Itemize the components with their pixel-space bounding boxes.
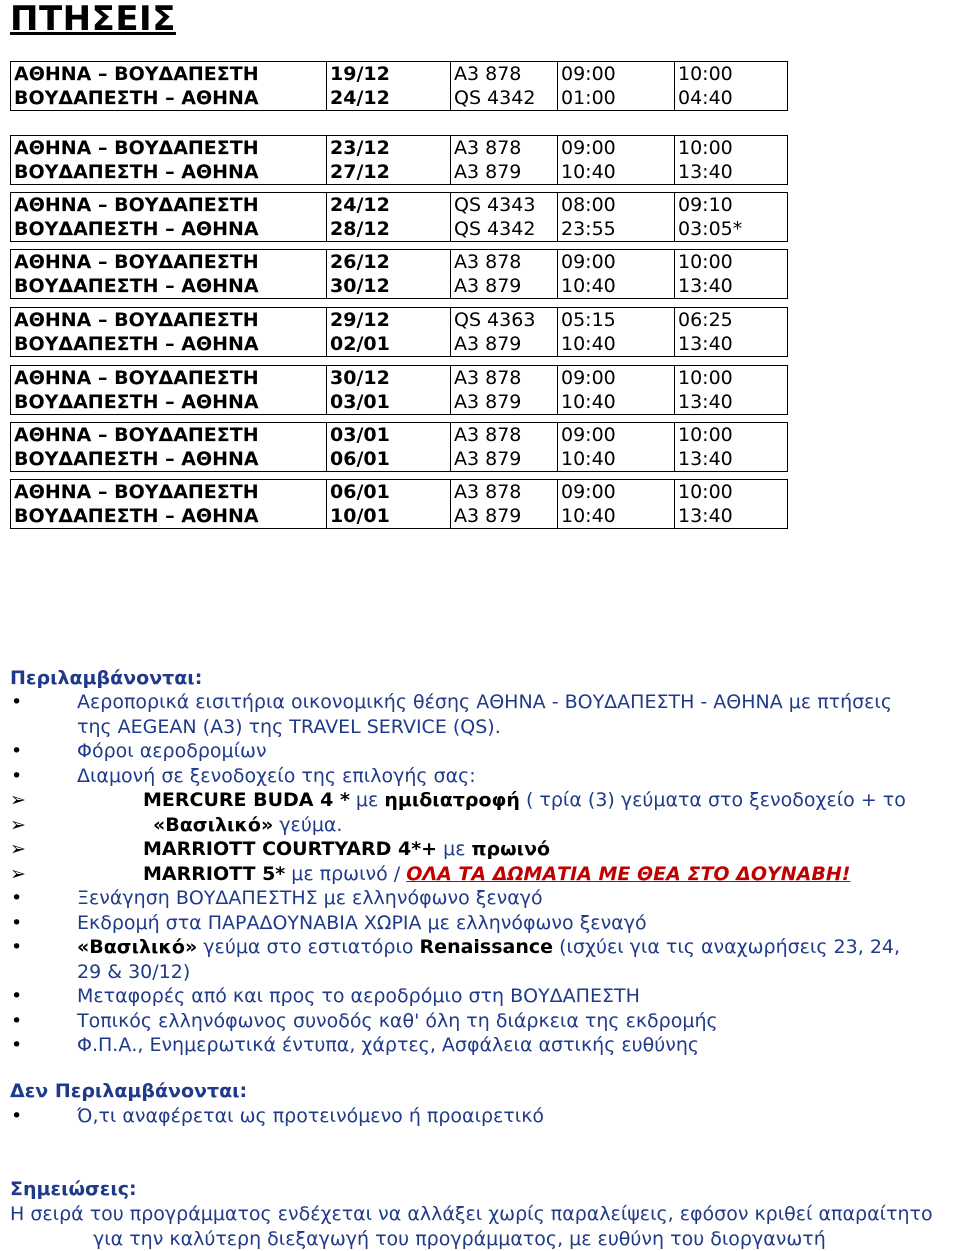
flight-arrival: 10:00	[675, 62, 788, 87]
flight-departure: 09:00	[558, 136, 675, 161]
table-row	[11, 390, 788, 415]
list-item: • Ό,τι αναφέρεται ως προτεινόμενο ή προαιρετικό	[0, 1104, 957, 1129]
flight-date: 10/01	[327, 504, 451, 529]
table-row	[11, 193, 788, 218]
table-row	[11, 504, 788, 529]
flight-arrival: 10:00	[675, 480, 788, 505]
flight-route: ΑΘΗΝΑ – ΒΟΥΔΑΠΕΣΤΗ	[11, 193, 327, 218]
flight-arrival: 10:00	[675, 250, 788, 275]
list-item: • «Βασιλικό» γεύμα στο εστιατόριο Renaissance (ισχύει για τις αναχωρήσεις 23, 24, 29 & 30/12)	[0, 935, 957, 984]
flight-departure: 10:40	[558, 504, 675, 529]
flight-departure: 10:40	[558, 390, 675, 415]
flight-date: 06/01	[327, 480, 451, 505]
flight-departure: 01:00	[558, 86, 675, 111]
table-row	[11, 480, 788, 505]
flight-departure: 10:40	[558, 447, 675, 472]
flight-route: ΒΟΥΔΑΠΕΣΤΗ – ΑΘΗΝΑ	[11, 447, 327, 472]
table-row	[11, 447, 788, 472]
table-row	[11, 332, 788, 357]
flight-date: 03/01	[327, 423, 451, 448]
table-row	[11, 86, 788, 111]
flight-arrival: 10:00	[675, 136, 788, 161]
flight-date: 02/01	[327, 332, 451, 357]
page-title: ΠΤΗΣΕΙΣ	[10, 0, 176, 39]
flight-departure: 08:00	[558, 193, 675, 218]
flight-route: ΒΟΥΔΑΠΕΣΤΗ – ΑΘΗΝΑ	[11, 332, 327, 357]
flight-arrival: 13:40	[675, 390, 788, 415]
flight-number: QS 4343	[451, 193, 558, 218]
table-row	[11, 308, 788, 333]
flight-number: A3 879	[451, 447, 558, 472]
flight-departure: 10:40	[558, 274, 675, 299]
list-item: • Μεταφορές από και προς το αεροδρόμιο στη ΒΟΥΔΑΠΕΣΤΗ	[0, 984, 957, 1009]
table-row	[11, 366, 788, 391]
flight-date: 06/01	[327, 447, 451, 472]
list-item: ➢ MARRIOTT COURTYARD 4*+ με πρωινό	[0, 837, 960, 862]
list-item: • Διαμονή σε ξενοδοχείο της επιλογής σας:	[0, 764, 957, 789]
notes-text: Η σειρά του προγράμματος ενδέχεται να αλλάξει χωρίς παραλείψεις, εφόσον κριθεί απαραίτητο για την καλύτερη διεξαγωγή του προγράμματος, με ευθύνη του διοργανωτή	[10, 1203, 933, 1250]
flight-number: A3 879	[451, 274, 558, 299]
not-included-heading: Δεν Περιλαμβάνονται:	[10, 1080, 248, 1102]
flight-route: ΒΟΥΔΑΠΕΣΤΗ – ΑΘΗΝΑ	[11, 160, 327, 185]
list-item: • Φ.Π.Α., Ενημερωτικά έντυπα, χάρτες, Ασφάλεια αστικής ευθύνης	[0, 1033, 957, 1058]
flight-departure: 09:00	[558, 250, 675, 275]
flight-arrival: 10:00	[675, 366, 788, 391]
flight-route: ΑΘΗΝΑ – ΒΟΥΔΑΠΕΣΤΗ	[11, 480, 327, 505]
flight-number: A3 879	[451, 390, 558, 415]
flight-arrival: 13:40	[675, 504, 788, 529]
flight-number: A3 878	[451, 366, 558, 391]
list-item: • Φόροι αεροδρομίων	[0, 739, 957, 764]
flight-arrival: 13:40	[675, 332, 788, 357]
flight-date: 24/12	[327, 86, 451, 111]
flight-number: A3 878	[451, 423, 558, 448]
flight-departure: 10:40	[558, 332, 675, 357]
flight-number: A3 878	[451, 250, 558, 275]
group-spacer	[11, 357, 788, 366]
table-row	[11, 217, 788, 242]
list-item: • Αεροπορικά εισιτήρια οικονομικής θέσης ΑΘΗΝΑ - ΒΟΥΔΑΠΕΣΤΗ - ΑΘΗΝΑ με πτήσεις της AEGEAN (A3) της TRAVEL SERVICE (QS).	[0, 690, 957, 739]
flight-arrival: 10:00	[675, 423, 788, 448]
flight-number: A3 878	[451, 62, 558, 87]
flight-date: 29/12	[327, 308, 451, 333]
group-spacer	[11, 242, 788, 250]
list-item: ➢ MARRIOTT 5* με πρωινό / ΟΛΑ ΤΑ ΔΩΜΑΤΙΑ ΜΕ ΘΕΑ ΣΤΟ ΔΟΥΝΑΒΗ!	[0, 862, 960, 887]
list-item: • Εκδρομή στα ΠΑΡΑΔΟΥΝΑΒΙΑ ΧΩΡΙΑ με ελληνόφωνο ξεναγό	[0, 911, 957, 936]
table-row	[11, 274, 788, 299]
not-included-list	[0, 1104, 957, 1129]
flight-departure: 09:00	[558, 366, 675, 391]
group-spacer	[11, 472, 788, 480]
flight-number: A3 879	[451, 332, 558, 357]
group-spacer	[11, 299, 788, 308]
danube-view-highlight: ΟΛΑ ΤΑ ΔΩΜΑΤΙΑ ΜΕ ΘΕΑ ΣΤΟ ΔΟΥΝΑΒΗ!	[406, 862, 851, 885]
table-row	[11, 423, 788, 448]
table-row	[11, 160, 788, 185]
flight-route: ΑΘΗΝΑ – ΒΟΥΔΑΠΕΣΤΗ	[11, 366, 327, 391]
flight-date: 26/12	[327, 250, 451, 275]
flight-number: A3 878	[451, 480, 558, 505]
flight-arrival: 13:40	[675, 160, 788, 185]
flight-number: QS 4363	[451, 308, 558, 333]
flight-arrival: 04:40	[675, 86, 788, 111]
table-row	[11, 250, 788, 275]
flight-number: QS 4342	[451, 86, 558, 111]
flight-date: 27/12	[327, 160, 451, 185]
table-row	[11, 136, 788, 161]
flight-date: 30/12	[327, 366, 451, 391]
included-list	[0, 690, 960, 1058]
table-row	[11, 62, 788, 87]
flight-arrival: 03:05*	[675, 217, 788, 242]
group-spacer	[11, 111, 788, 136]
list-item: ➢ MERCURE BUDA 4 * με ημιδιατροφή ( τρία (3) γεύματα στο ξενοδοχείο + το	[0, 788, 960, 813]
included-heading: Περιλαμβάνονται:	[10, 667, 203, 689]
flight-route: ΒΟΥΔΑΠΕΣΤΗ – ΑΘΗΝΑ	[11, 217, 327, 242]
group-spacer	[11, 415, 788, 423]
flight-route: ΑΘΗΝΑ – ΒΟΥΔΑΠΕΣΤΗ	[11, 308, 327, 333]
flight-arrival: 06:25	[675, 308, 788, 333]
notes-heading: Σημειώσεις:	[10, 1178, 137, 1200]
flight-route: ΑΘΗΝΑ – ΒΟΥΔΑΠΕΣΤΗ	[11, 250, 327, 275]
flights-table	[10, 61, 788, 529]
flight-number: A3 879	[451, 160, 558, 185]
flight-departure: 09:00	[558, 423, 675, 448]
flight-route: ΒΟΥΔΑΠΕΣΤΗ – ΑΘΗΝΑ	[11, 274, 327, 299]
flight-number: A3 879	[451, 504, 558, 529]
list-item: • Ξενάγηση ΒΟΥΔΑΠΕΣΤΗΣ με ελληνόφωνο ξεναγό	[0, 886, 957, 911]
flight-date: 23/12	[327, 136, 451, 161]
list-item: ➢ «Βασιλικό» γεύμα.	[0, 813, 960, 838]
group-spacer	[11, 185, 788, 193]
flight-arrival: 13:40	[675, 274, 788, 299]
flight-departure: 09:00	[558, 62, 675, 87]
flight-number: QS 4342	[451, 217, 558, 242]
flight-date: 28/12	[327, 217, 451, 242]
flight-departure: 09:00	[558, 480, 675, 505]
flight-date: 03/01	[327, 390, 451, 415]
flight-date: 24/12	[327, 193, 451, 218]
flight-route: ΑΘΗΝΑ – ΒΟΥΔΑΠΕΣΤΗ	[11, 423, 327, 448]
list-item: • Τοπικός ελληνόφωνος συνοδός καθ' όλη τη διάρκεια της εκδρομής	[0, 1009, 957, 1034]
flight-departure: 05:15	[558, 308, 675, 333]
flight-departure: 23:55	[558, 217, 675, 242]
flight-date: 19/12	[327, 62, 451, 87]
flight-date: 30/12	[327, 274, 451, 299]
flight-route: ΒΟΥΔΑΠΕΣΤΗ – ΑΘΗΝΑ	[11, 86, 327, 111]
flight-arrival: 09:10	[675, 193, 788, 218]
flight-arrival: 13:40	[675, 447, 788, 472]
flight-route: ΒΟΥΔΑΠΕΣΤΗ – ΑΘΗΝΑ	[11, 504, 327, 529]
flight-route: ΒΟΥΔΑΠΕΣΤΗ – ΑΘΗΝΑ	[11, 390, 327, 415]
flight-route: ΑΘΗΝΑ – ΒΟΥΔΑΠΕΣΤΗ	[11, 136, 327, 161]
flight-number: A3 878	[451, 136, 558, 161]
flight-route: ΑΘΗΝΑ – ΒΟΥΔΑΠΕΣΤΗ	[11, 62, 327, 87]
flight-departure: 10:40	[558, 160, 675, 185]
